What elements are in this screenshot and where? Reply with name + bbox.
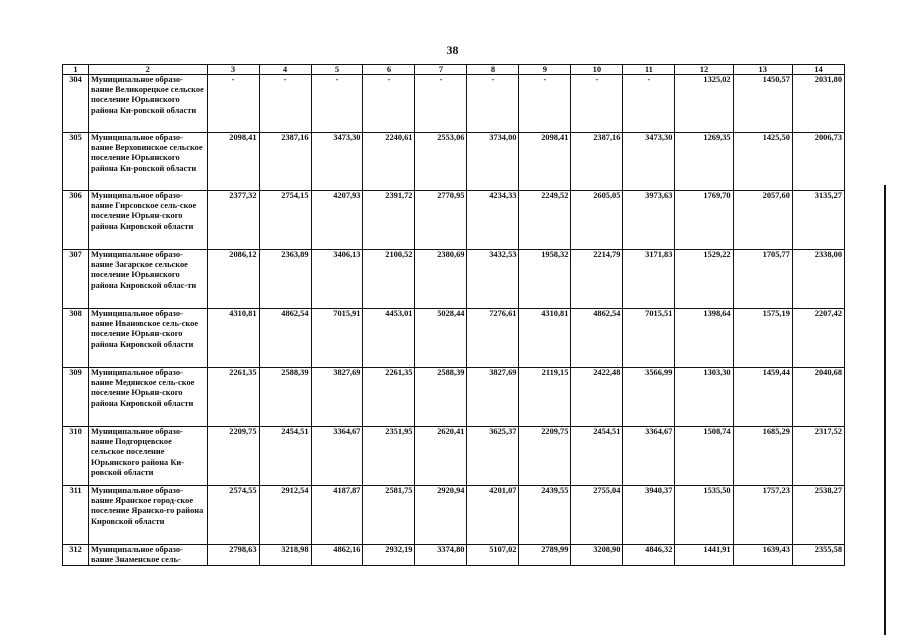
value-cell: 2789,99	[519, 545, 571, 566]
value-cell: 2912,54	[259, 486, 311, 545]
value-cell: 2754,15	[259, 191, 311, 250]
value-cell: 2351,95	[363, 427, 415, 486]
value-cell: 2261,35	[363, 368, 415, 427]
value-cell: 3566,99	[623, 368, 675, 427]
value-cell: -	[311, 75, 363, 133]
municipality-name: Муниципальное образо-вание Верховинское сельское поселение Юрьянского района Ки-ровской области	[88, 133, 207, 191]
table-row	[63, 75, 845, 133]
value-cell: 2040,68	[792, 368, 844, 427]
value-cell: 1425,50	[733, 133, 792, 191]
value-cell: 7015,91	[311, 309, 363, 368]
municipality-name: Муниципальное образо-вание Загарское сельское поселение Юрьянского района Кировской облас-ти	[88, 250, 207, 309]
value-cell: 1529,22	[675, 250, 733, 309]
column-header-6: 6	[363, 65, 415, 75]
value-cell: 2422,48	[571, 368, 623, 427]
row-number: 310	[63, 427, 89, 486]
tariff-table	[62, 64, 845, 566]
value-cell: 3734,00	[467, 133, 519, 191]
value-cell: 3940,37	[623, 486, 675, 545]
column-header-2: 2	[88, 65, 207, 75]
column-number-row	[63, 65, 845, 75]
value-cell: 2605,05	[571, 191, 623, 250]
value-cell: 2387,16	[259, 133, 311, 191]
value-cell: 7276,61	[467, 309, 519, 368]
value-cell: 7015,51	[623, 309, 675, 368]
value-cell: 3374,80	[415, 545, 467, 566]
value-cell: 1459,44	[733, 368, 792, 427]
row-number: 308	[63, 309, 89, 368]
value-cell: 1705,77	[733, 250, 792, 309]
value-cell: -	[519, 75, 571, 133]
value-cell: 4846,32	[623, 545, 675, 566]
column-header-8: 8	[467, 65, 519, 75]
value-cell: 1575,19	[733, 309, 792, 368]
value-cell: 4862,16	[311, 545, 363, 566]
value-cell: 2588,39	[259, 368, 311, 427]
value-cell: -	[207, 75, 259, 133]
value-cell: 2006,73	[792, 133, 844, 191]
column-header-7: 7	[415, 65, 467, 75]
value-cell: 1325,02	[675, 75, 733, 133]
column-header-14: 14	[792, 65, 844, 75]
value-cell: 3171,83	[623, 250, 675, 309]
municipality-name: Муниципальное образо-вание Яранское город-ское поселение Яранско-го района Кировской области	[88, 486, 207, 545]
table-row	[63, 427, 845, 486]
table-row	[63, 133, 845, 191]
value-cell: 2214,79	[571, 250, 623, 309]
value-cell: 2538,27	[792, 486, 844, 545]
value-cell: 2755,04	[571, 486, 623, 545]
value-cell: 2057,60	[733, 191, 792, 250]
value-cell: 2261,35	[207, 368, 259, 427]
column-header-13: 13	[733, 65, 792, 75]
value-cell: 1639,43	[733, 545, 792, 566]
row-number: 311	[63, 486, 89, 545]
value-cell: 2798,63	[207, 545, 259, 566]
value-cell: -	[363, 75, 415, 133]
value-cell: 1398,64	[675, 309, 733, 368]
value-cell: 2932,19	[363, 545, 415, 566]
value-cell: 4310,81	[207, 309, 259, 368]
municipality-name: Муниципальное образо-вание Подгорцевское сельское поселение Юрьянского района Ки-ровской области	[88, 427, 207, 486]
value-cell: 2920,94	[415, 486, 467, 545]
value-cell: 2355,58	[792, 545, 844, 566]
column-header-3: 3	[207, 65, 259, 75]
value-cell: 2098,41	[519, 133, 571, 191]
value-cell: 1303,30	[675, 368, 733, 427]
value-cell: 5107,02	[467, 545, 519, 566]
value-cell: -	[571, 75, 623, 133]
value-cell: 4862,54	[571, 309, 623, 368]
value-cell: 5028,44	[415, 309, 467, 368]
value-cell: 1757,23	[733, 486, 792, 545]
column-header-1: 1	[63, 65, 89, 75]
table-body	[63, 75, 845, 566]
value-cell: 2439,55	[519, 486, 571, 545]
value-cell: 2338,00	[792, 250, 844, 309]
municipality-name: Муниципальное образо-вание Знаменское сель-	[88, 545, 207, 566]
value-cell: 3218,98	[259, 545, 311, 566]
value-cell: 3364,67	[311, 427, 363, 486]
municipality-name: Муниципальное образо-вание Ивановское сель-ское поселение Юрьян-ского района Кировской области	[88, 309, 207, 368]
value-cell: 3432,53	[467, 250, 519, 309]
value-cell: 4310,81	[519, 309, 571, 368]
value-cell: 2454,51	[571, 427, 623, 486]
value-cell: 2207,42	[792, 309, 844, 368]
value-cell: 2209,75	[519, 427, 571, 486]
table-row	[63, 309, 845, 368]
value-cell: 2317,52	[792, 427, 844, 486]
table-row	[63, 368, 845, 427]
column-header-10: 10	[571, 65, 623, 75]
margin-rule	[884, 185, 886, 635]
value-cell: 1450,57	[733, 75, 792, 133]
value-cell: 2574,55	[207, 486, 259, 545]
value-cell: -	[415, 75, 467, 133]
value-cell: 1685,29	[733, 427, 792, 486]
value-cell: 2363,89	[259, 250, 311, 309]
value-cell: 2391,72	[363, 191, 415, 250]
value-cell: 1958,32	[519, 250, 571, 309]
row-number: 306	[63, 191, 89, 250]
table-row	[63, 545, 845, 566]
value-cell: 4453,01	[363, 309, 415, 368]
table-row	[63, 486, 845, 545]
row-number: 304	[63, 75, 89, 133]
table-row	[63, 191, 845, 250]
value-cell: 4862,54	[259, 309, 311, 368]
table-row	[63, 250, 845, 309]
value-cell: 2380,69	[415, 250, 467, 309]
value-cell: 1769,70	[675, 191, 733, 250]
value-cell: 3827,69	[311, 368, 363, 427]
value-cell: 1535,50	[675, 486, 733, 545]
value-cell: -	[259, 75, 311, 133]
column-header-12: 12	[675, 65, 733, 75]
value-cell: 4234,33	[467, 191, 519, 250]
value-cell: 2086,12	[207, 250, 259, 309]
value-cell: 2100,52	[363, 250, 415, 309]
value-cell: 4207,93	[311, 191, 363, 250]
value-cell: 1441,91	[675, 545, 733, 566]
value-cell: 3135,27	[792, 191, 844, 250]
value-cell: 2098,41	[207, 133, 259, 191]
value-cell: 3473,30	[311, 133, 363, 191]
column-header-4: 4	[259, 65, 311, 75]
value-cell: -	[467, 75, 519, 133]
value-cell: 4187,87	[311, 486, 363, 545]
municipality-name: Муниципальное образо-вание Медянское сель-ское поселение Юрьян-ского района Кировской области	[88, 368, 207, 427]
value-cell: 2581,75	[363, 486, 415, 545]
value-cell: 2240,61	[363, 133, 415, 191]
value-cell: 2249,52	[519, 191, 571, 250]
value-cell: 3973,63	[623, 191, 675, 250]
value-cell: 4201,07	[467, 486, 519, 545]
value-cell: 2377,32	[207, 191, 259, 250]
value-cell: 3473,30	[623, 133, 675, 191]
column-header-9: 9	[519, 65, 571, 75]
value-cell: 2031,80	[792, 75, 844, 133]
value-cell: 2588,39	[415, 368, 467, 427]
value-cell: 2553,06	[415, 133, 467, 191]
value-cell: 2387,16	[571, 133, 623, 191]
municipality-name: Муниципальное образо-вание Гирсовское сель-ское поселение Юрьян-ского района Кировской области	[88, 191, 207, 250]
value-cell: 2770,95	[415, 191, 467, 250]
value-cell: 1508,74	[675, 427, 733, 486]
value-cell: 3364,67	[623, 427, 675, 486]
value-cell: 3406,13	[311, 250, 363, 309]
column-header-5: 5	[311, 65, 363, 75]
value-cell: 3827,69	[467, 368, 519, 427]
value-cell: 3625,37	[467, 427, 519, 486]
value-cell: 3208,90	[571, 545, 623, 566]
value-cell: 2119,15	[519, 368, 571, 427]
row-number: 307	[63, 250, 89, 309]
row-number: 309	[63, 368, 89, 427]
page-number: 38	[446, 43, 459, 57]
value-cell: 2620,41	[415, 427, 467, 486]
value-cell: -	[623, 75, 675, 133]
column-header-11: 11	[623, 65, 675, 75]
municipality-name: Муниципальное образо-вание Великорецкое сельское поселение Юрьянского района Ки-ровской области	[88, 75, 207, 133]
value-cell: 2209,75	[207, 427, 259, 486]
value-cell: 1269,35	[675, 133, 733, 191]
row-number: 305	[63, 133, 89, 191]
row-number: 312	[63, 545, 89, 566]
value-cell: 2454,51	[259, 427, 311, 486]
